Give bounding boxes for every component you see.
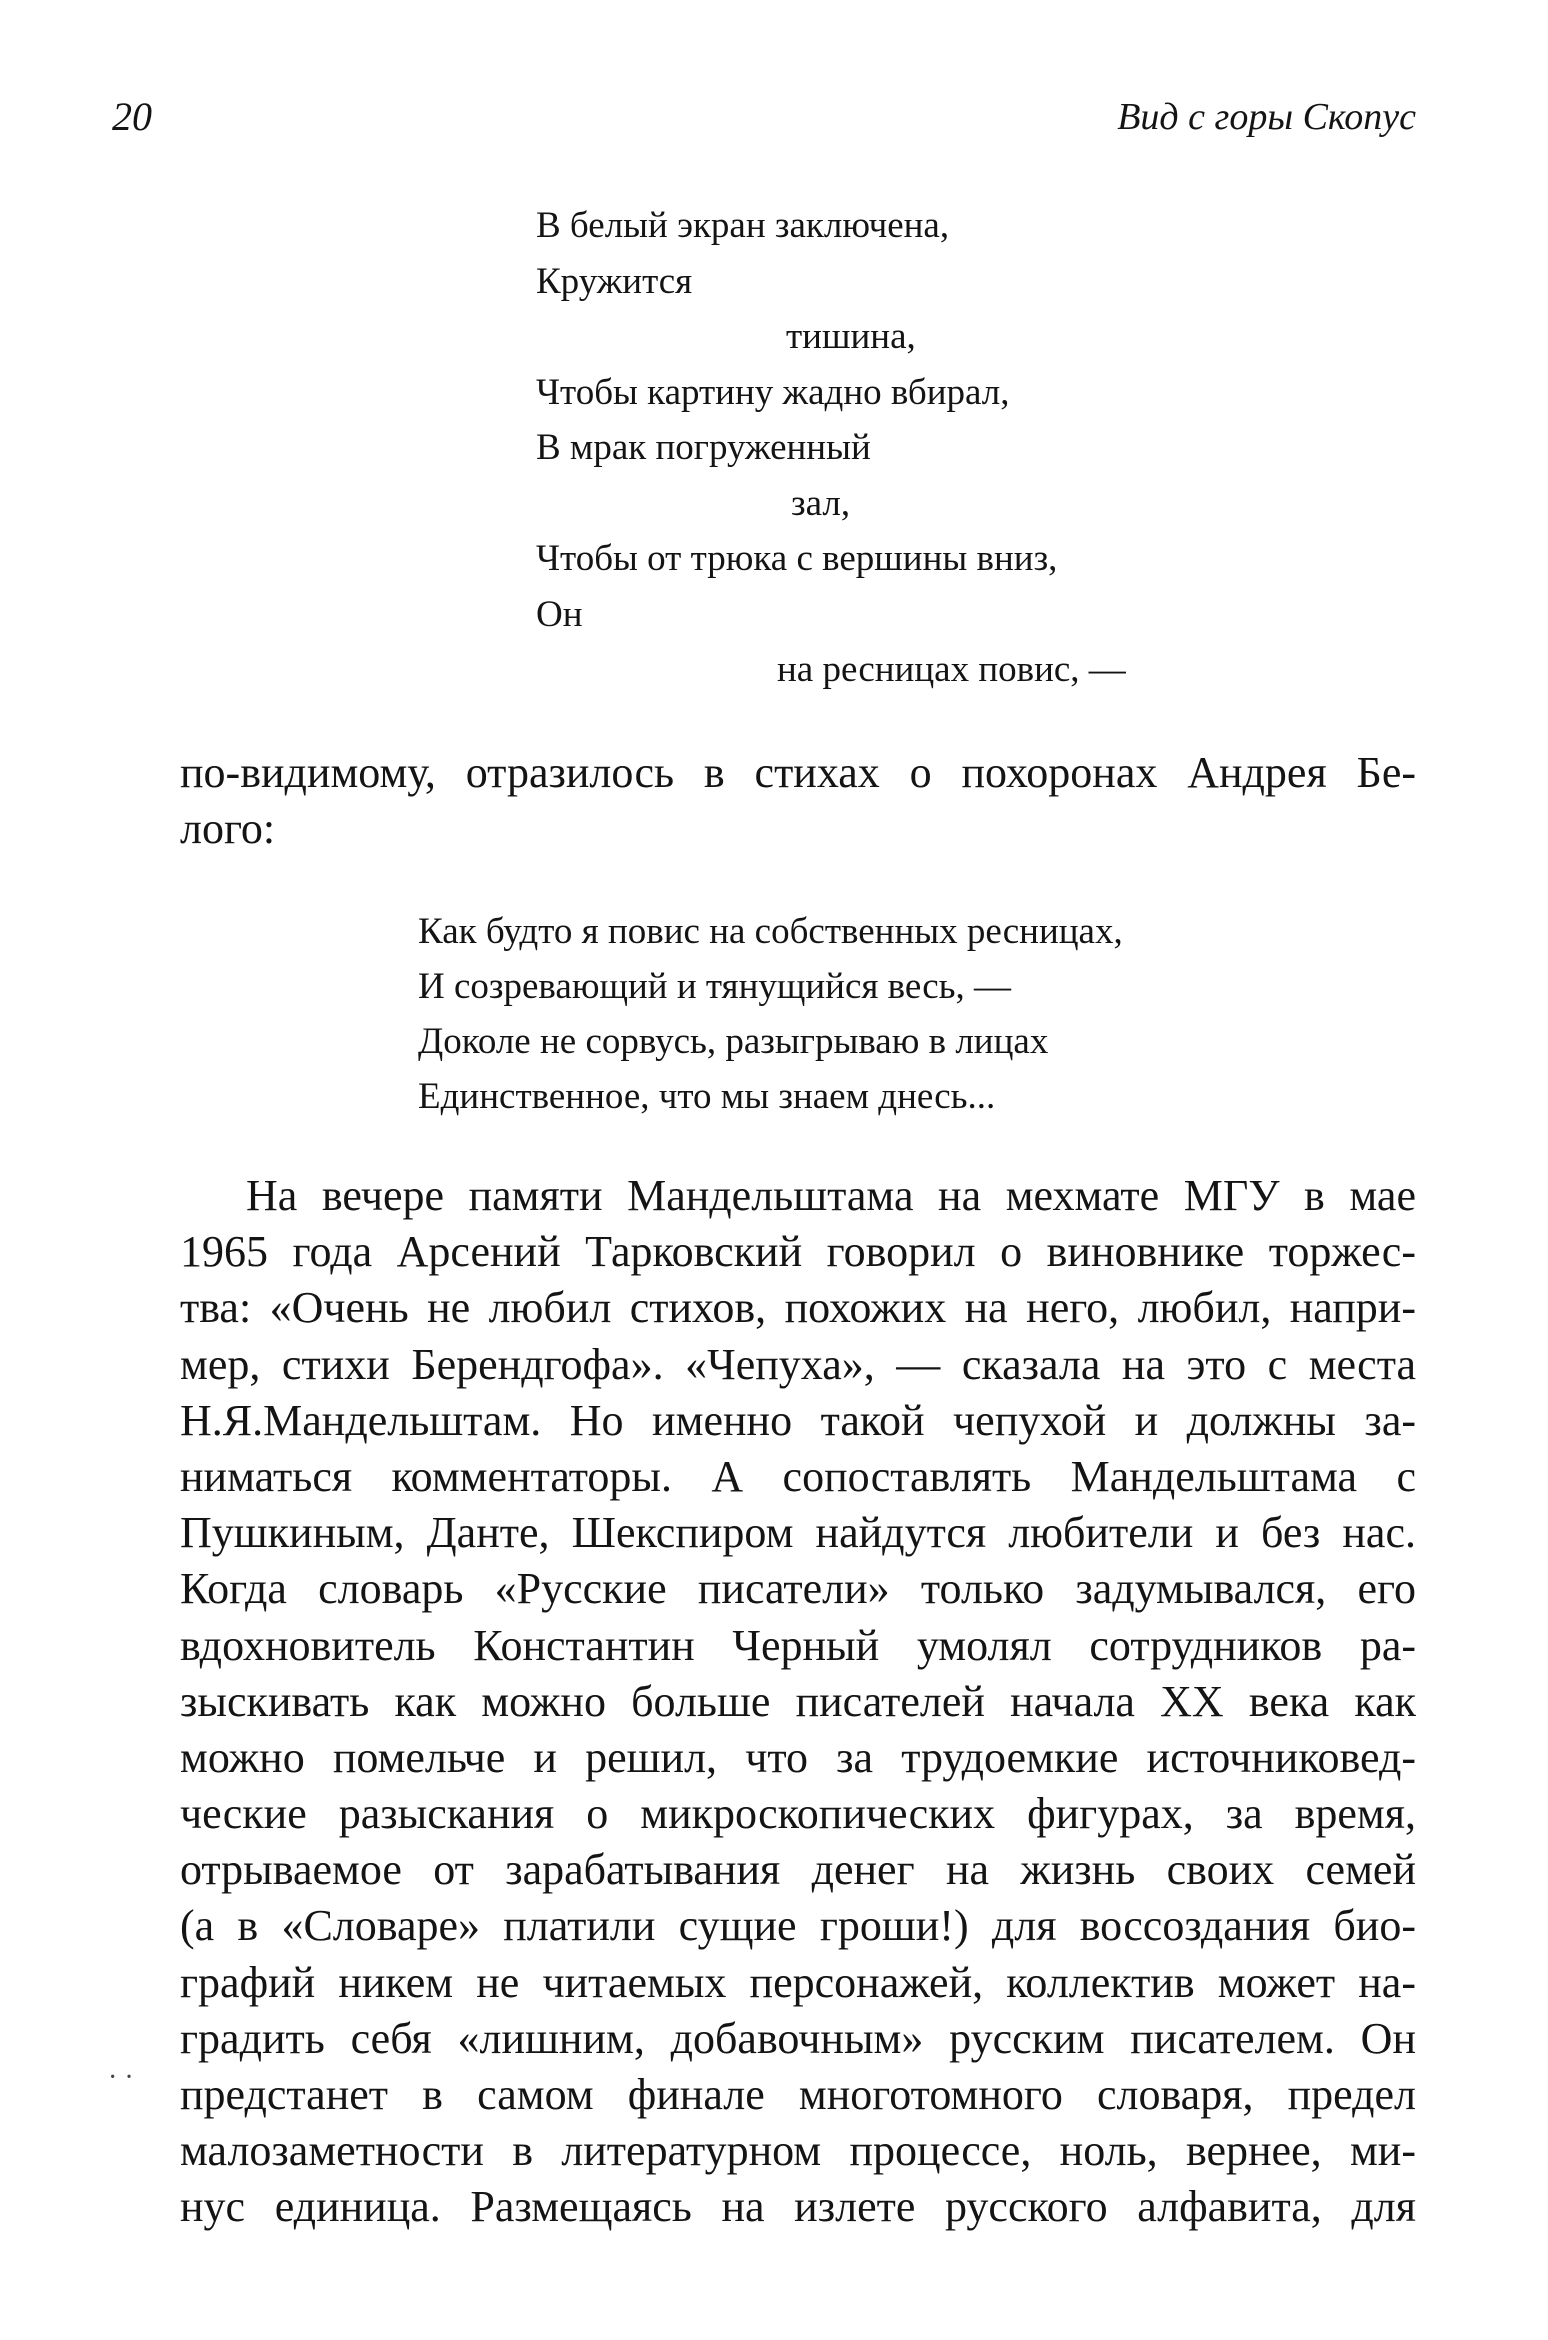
text-line: нус единица. Размещаясь на излете русского алфавита, для [180,2182,1416,2232]
poem-line: Он [536,593,583,635]
text-line: по-видимому, отразилось в стихах о похоронах Андрея Бе- [180,748,1416,797]
margin-mark: · · [108,2062,134,2093]
text-line: лого: [180,804,276,854]
poem-line: тишина, [786,316,916,357]
poem-line: Чтобы картину жадно вбирал, [536,371,1010,413]
page-header [0,92,1548,142]
text-line: тва: «Очень не любил стихов, похожих на него, любил, напри- [180,1283,1416,1333]
poem-line: В белый экран заключена, [536,205,950,246]
running-title: Вид с горы Скопус [1117,96,1416,138]
poem-line: Единственное, что мы знаем днесь... [418,1076,996,1117]
text-line: Пушкиным, Данте, Шекспиром найдутся любители и без нас. [180,1508,1416,1558]
page-number: 20 [112,94,152,139]
text-line: графий никем не читаемых персонажей, коллектив может на- [180,1957,1416,2007]
text-line: малозаметности в литературном процессе, ноль, вернее, ми- [180,2126,1416,2176]
text-line: можно помельче и решил, что за трудоемкие источниковед- [180,1732,1416,1782]
poem-line: Чтобы от трюка с вершины вниз, [536,538,1058,579]
text-line: градить себя «лишним, добавочным» русским писателем. Он [180,2013,1416,2063]
poem-line: В мрак погруженный [536,427,871,468]
poem-line: на ресницах повис, — [777,649,1126,690]
text-line: мер, стихи Берендгофа». «Чепуха», — сказала на это с места [180,1339,1416,1389]
text-line: зыскивать как можно больше писателей начала XX века как [180,1676,1416,1726]
poem-line: Кружится [536,260,693,302]
poem-line: Доколе не сорвусь, разыгрываю в лицах [418,1021,1049,1062]
continuation-paragraph [180,745,1416,857]
text-line: 1965 года Арсений Тарковский говорил о виновнике торжес- [180,1227,1416,1277]
main-paragraph [180,1168,1416,2236]
text-line: ческие разыскания о микроскопических фигурах, за время, [180,1789,1416,1839]
text-line: предстанет в самом финале многотомного словаря, предел [180,2070,1416,2119]
poem-excerpt-2 [418,904,1318,1124]
poem-line: зал, [791,482,851,524]
text-line: Н.Я.Мандельштам. Но именно такой чепухой и должны за- [180,1395,1416,1445]
text-line: На вечере памяти Мандельштама на мехмате МГУ в мае [246,1171,1416,1220]
text-line: (а в «Словаре» платили сущие гроши!) для воссоздания био- [180,1901,1416,1951]
poem-line: И созревающий и тянущийся весь, — [418,966,1012,1007]
text-line: ниматься комментаторы. А сопоставлять Мандельштама с [180,1451,1416,1501]
poem-excerpt-1 [536,198,1236,698]
text-line: отрываемое от зарабатывания денег на жизнь своих семей [180,1845,1416,1895]
text-line: Когда словарь «Русские писатели» только задумывался, его [180,1564,1416,1614]
poem-line: Как будто я повис на собственных ресницах, [418,911,1123,952]
text-line: вдохновитель Константин Черный умолял сотрудников ра- [180,1620,1416,1670]
